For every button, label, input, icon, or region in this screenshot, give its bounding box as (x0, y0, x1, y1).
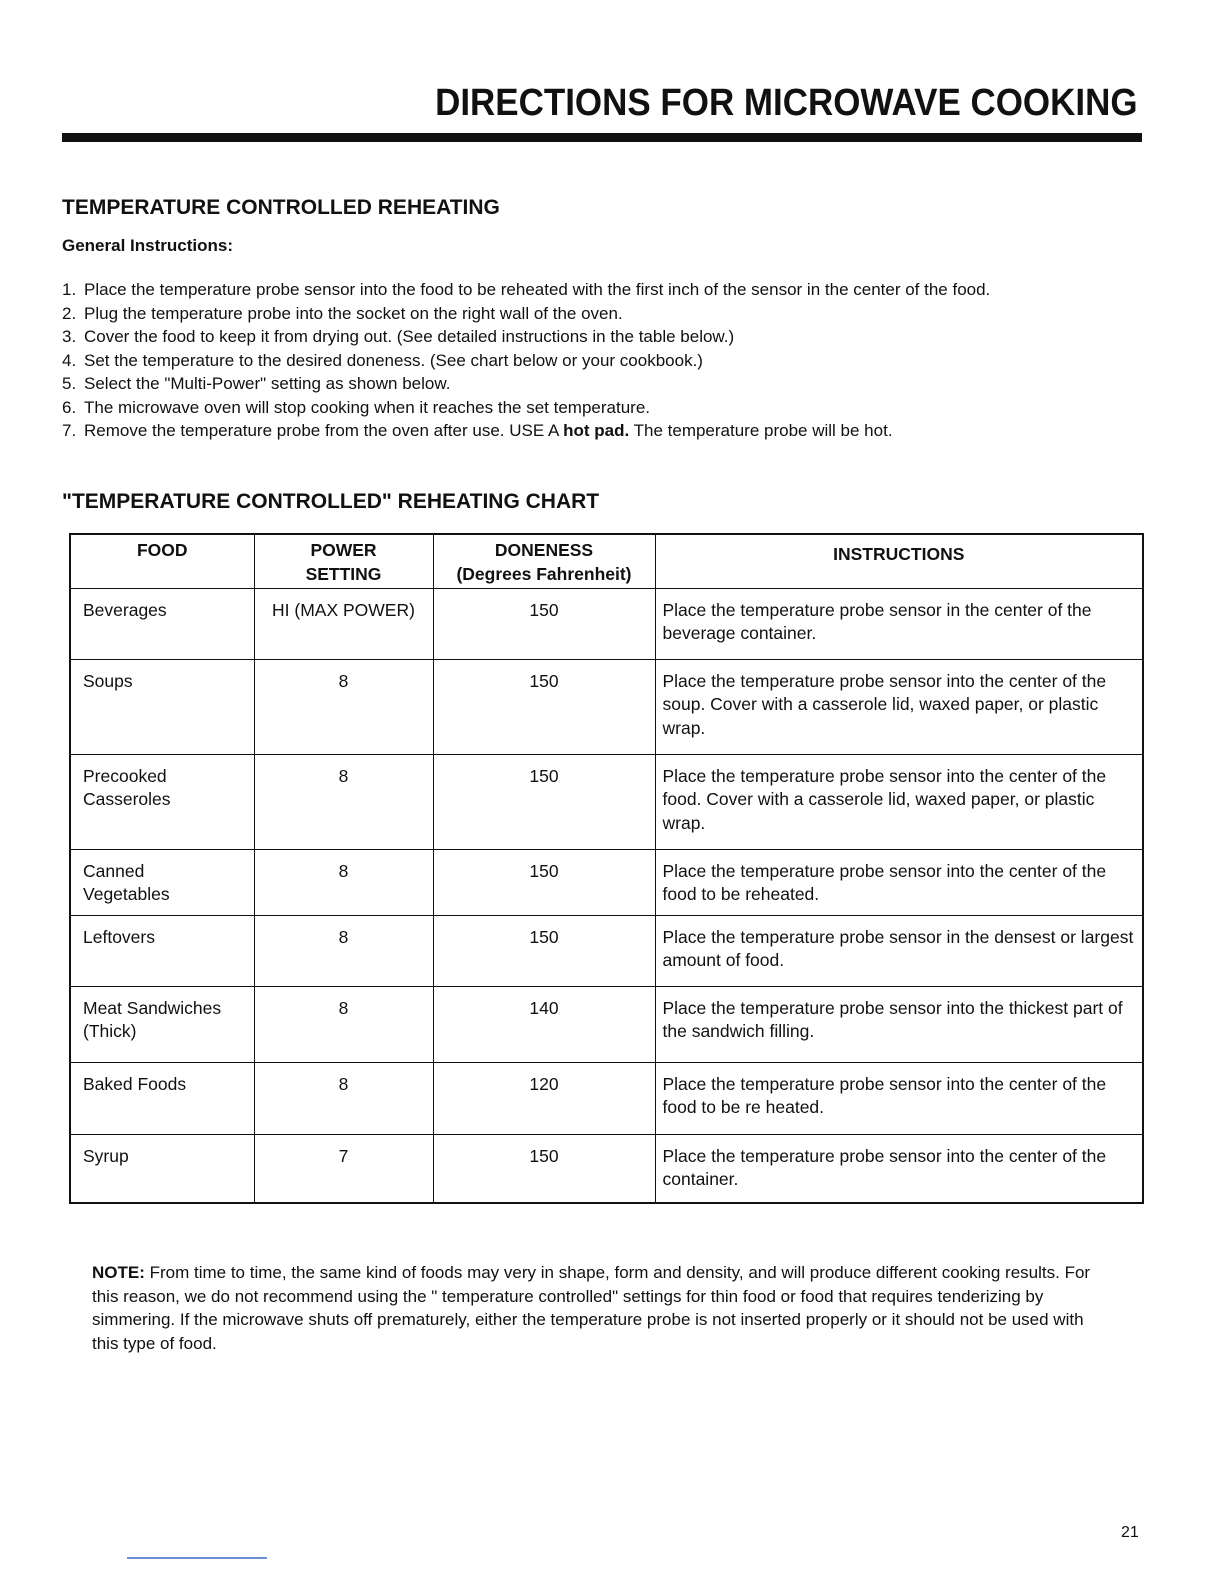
step-text: Plug the temperature probe into the socket on the right wall of the oven. (84, 303, 623, 323)
header-doneness (433, 534, 655, 588)
step-number: 4. (62, 350, 77, 370)
step-item (62, 396, 1112, 420)
step-item (62, 349, 1112, 373)
step-number: 7. (62, 421, 77, 440)
header-doneness-line1: DONENESS (494, 540, 594, 560)
reheating-chart-table (69, 533, 1144, 1204)
cell-power: 8 (254, 915, 433, 986)
table-row (70, 986, 1143, 1062)
step-text: Place the temperature probe sensor into the food to be reheated with the first inch of the sensor in the center of the food. (84, 280, 991, 299)
cell-food: Canned Vegetables (70, 849, 254, 915)
table-header-row (70, 534, 1143, 588)
step-number: 3. (62, 327, 77, 346)
instruction-steps (62, 278, 1112, 443)
note-label: NOTE: (92, 1263, 145, 1282)
header-food: FOOD (70, 534, 254, 588)
cell-food: Baked Foods (70, 1062, 254, 1134)
header-power-text: POWER SETTING (305, 540, 382, 584)
table-row (70, 754, 1143, 849)
chart-heading: "TEMPERATURE CONTROLLED" REHEATING CHART (62, 490, 600, 513)
cell-instructions: Place the temperature probe sensor into the center of the food to be re heated. (655, 1062, 1143, 1134)
step-number: 6. (62, 397, 77, 417)
step-item (62, 419, 1112, 443)
cell-power: 8 (254, 986, 433, 1062)
cell-doneness: 150 (433, 1134, 655, 1203)
cell-doneness: 150 (433, 659, 655, 754)
cell-power: 8 (254, 1062, 433, 1134)
step-text: Select the "Multi-Power" setting as shown below. (84, 374, 451, 393)
header-doneness-line2: (Degrees Fahrenheit) (456, 563, 632, 584)
step-item (62, 302, 1112, 326)
cell-instructions: Place the temperature probe sensor in the center of the beverage container. (655, 588, 1143, 659)
cell-doneness: 150 (433, 915, 655, 986)
note-paragraph (92, 1261, 1102, 1355)
cell-doneness: 140 (433, 986, 655, 1062)
header-power-setting (254, 534, 433, 588)
general-instructions-label: General Instructions: (62, 236, 233, 255)
note-text: From time to time, the same kind of foods may very in shape, form and density, and will produce different cooking results. For this reason, we do not recommend using the " temperature controlled" settings for thin food or food that requires tenderizing by simmering. If the microwave shuts off prematurely, either the temperature probe is not inserted properly or it should not be used with this type of food. (92, 1263, 1091, 1353)
page-title: DIRECTIONS FOR MICROWAVE COOKING (435, 82, 1138, 124)
table-row (70, 1062, 1143, 1134)
step-text: The temperature probe will be hot. (629, 421, 893, 440)
cell-doneness: 150 (433, 588, 655, 659)
step-item (62, 372, 1112, 396)
title-rule (62, 133, 1142, 142)
table-row (70, 588, 1143, 659)
cell-power: HI (MAX POWER) (254, 588, 433, 659)
cell-food: Syrup (70, 1134, 254, 1203)
cell-food: Meat Sandwiches (Thick) (70, 986, 254, 1062)
cell-instructions: Place the temperature probe sensor into the center of the soup. Cover with a casserole lid, waxed paper, or plastic wrap. (655, 659, 1143, 754)
cell-food: Soups (70, 659, 254, 754)
cell-power: 8 (254, 659, 433, 754)
cell-instructions: Place the temperature probe sensor into the center of the food to be reheated. (655, 849, 1143, 915)
step-number: 2. (62, 303, 77, 323)
cell-instructions: Place the temperature probe sensor into the center of the food. Cover with a casserole lid, waxed paper, or plastic wrap. (655, 754, 1143, 849)
cell-power: 8 (254, 849, 433, 915)
step-text: Cover the food to keep it from drying out. (See detailed instructions in the table below.) (84, 327, 735, 346)
cell-doneness: 150 (433, 754, 655, 849)
cell-doneness: 150 (433, 849, 655, 915)
cell-instructions: Place the temperature probe sensor in the densest or largest amount of food. (655, 915, 1143, 986)
step-text: Set the temperature to the desired doneness. (See chart below or your cookbook.) (84, 350, 703, 370)
decorative-underline (127, 1557, 267, 1559)
step-number: 5. (62, 374, 77, 393)
cell-instructions: Place the temperature probe sensor into the center of the container. (655, 1134, 1143, 1203)
cell-food: Precooked Casseroles (70, 754, 254, 849)
step-item (62, 278, 1112, 302)
section-heading: TEMPERATURE CONTROLLED REHEATING (62, 196, 500, 219)
step-text: Remove the temperature probe from the oven after use. USE A (84, 421, 564, 440)
step-text: The microwave oven will stop cooking when it reaches the set temperature. (84, 397, 650, 417)
cell-power: 8 (254, 754, 433, 849)
cell-instructions: Place the temperature probe sensor into the thickest part of the sandwich filling. (655, 986, 1143, 1062)
cell-food: Beverages (70, 588, 254, 659)
header-instructions: INSTRUCTIONS (655, 534, 1143, 588)
table-row (70, 1134, 1143, 1203)
table-row (70, 849, 1143, 915)
step-item (62, 325, 1112, 349)
table-row (70, 659, 1143, 754)
table-row (70, 915, 1143, 986)
cell-doneness: 120 (433, 1062, 655, 1134)
step-number: 1. (62, 280, 77, 299)
page-number: 21 (1121, 1524, 1139, 1541)
cell-food: Leftovers (70, 915, 254, 986)
step-text-bold: hot pad. (563, 421, 630, 440)
cell-power: 7 (254, 1134, 433, 1203)
